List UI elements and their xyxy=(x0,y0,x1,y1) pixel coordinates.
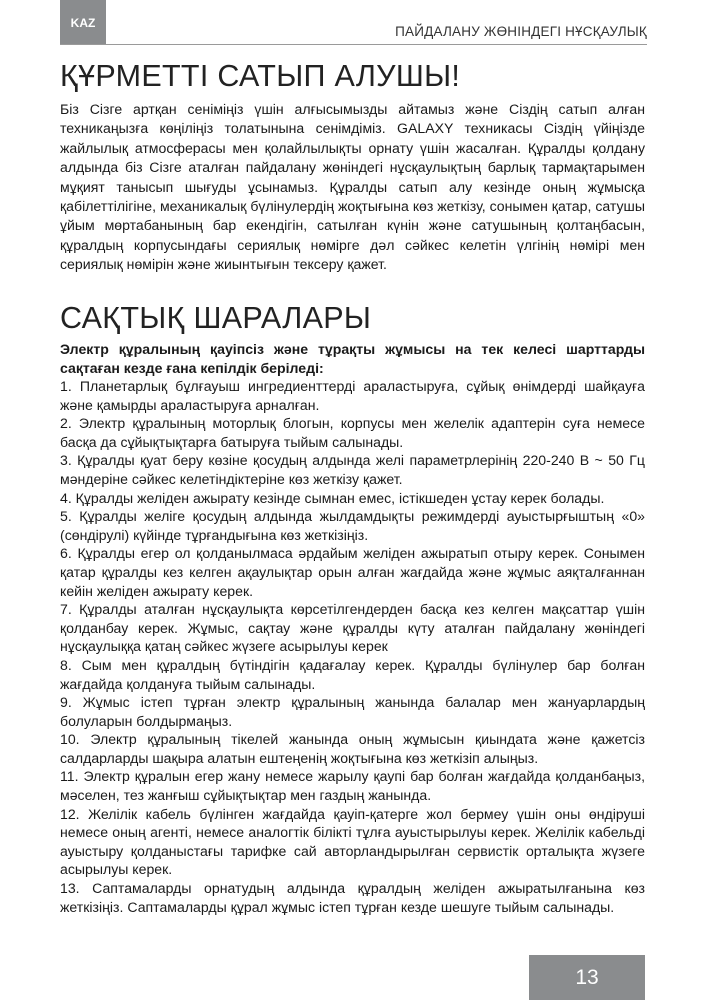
safety-item: 7. Құралды аталған нұсқаулықта көрсетілгендерден басқа кез келген мақсаттар үшін қолданбау керек. Жұмыс, сақтау және құралды күту аталған пайдалану жөніндегі нұсқаулыққа қатаң сәйкес жүзеге асырылуы керек xyxy=(60,601,645,655)
safety-item: 1. Планетарлық бұлғауыш ингредиенттерді араластыруға, сұйық өнімдерді шайқауға және қамырды араластыруға арналған. xyxy=(60,378,645,413)
safety-list xyxy=(60,377,645,916)
safety-section xyxy=(60,300,645,916)
safety-item: 6. Құралды егер ол қолданылмаса әрдайым желіден ажыратып отыру керек. Сонымен қатар құралды кез келген ақаулықтар орын алған жағдайда және жұмыс аяқталғаннан кейін желіден ажырату керек. xyxy=(60,545,645,599)
safety-heading: САҚТЫҚ ШАРАЛАРЫ xyxy=(60,301,372,335)
language-tab: KAZ xyxy=(60,0,106,45)
safety-lead: Электр құралының қауіпсіз және тұрақты жұмысы на тек келесі шарттарды сақтаған кезде ғана кепілдік беріледі: xyxy=(60,341,645,376)
safety-item: 9. Жұмыс істеп тұрған электр құралының жанында балалар мен жануарлардың болуларын болдырмаңыз. xyxy=(60,694,645,729)
header-divider xyxy=(60,44,647,45)
page-number: 13 xyxy=(529,955,645,1000)
safety-item: 11. Электр құралын егер жану немесе жарылу қаупі бар болған жағдайда қолданбаңыз, мәселен, тез жанғыш сұйықтықтар мен газдың жанында. xyxy=(60,768,645,804)
intro-heading: ҚҰРМЕТТІ САТЫП АЛУШЫ! xyxy=(60,59,461,93)
header-title: ПАЙДАЛАНУ ЖӨНІНДЕГІ НҰСҚАУЛЫҚ xyxy=(395,24,647,39)
safety-item: 10. Электр құралының тікелей жанында оның жұмысын қиындата және қажетсіз салдарларды шақыра алатын ештеңенің жоқтығына көз жеткізіп алыңыз. xyxy=(60,731,645,766)
intro-paragraph: Біз Сізге артқан сеніміңіз үшін алғысымызды айтамыз және Сіздің сатып алған техникаңызға көңіліңіз толатынына сенімдіміз. GALAXY техникасы Сіздің үйіңізде жайлылық атмосферасы мен қолайлылықты орнату үшін жасалған. Құралды қолдану алдында біз Сізге аталған пайдалану жөніндегі нұсқаулықтың барлық тармақтарымен мұқият танысып шығуды ұсынамыз. Құралды сатып алу кезінде оның жұмысқа қабілеттілігіне, механикалық бүлінулердің жоқтығына көз жеткізу, сонымен қатар, сатушы ұйым мөртабанының бар екендігін, сатылған күнін және сатушының қолтаңбасын, құралдың корпусындағы сериялық нөмірге дәл сәйкес келетін үлгінің нөмірі мен сериялық нөмірін және жиынтығын тексеру қажет. xyxy=(60,101,645,273)
intro-section xyxy=(60,58,645,275)
safety-item: 2. Электр құралының моторлық блогын, корпусы мен желелік адаптерін суға немесе басқа да сұйықтықтарға батыруға тыйым салынады. xyxy=(60,415,645,450)
safety-item: 5. Құралды желіге қосудың алдында жылдамдықты режимдерді ауыстырғыштың «0» (сөндірулі) күйінде тұрғандығына көз жеткізіңіз. xyxy=(60,508,645,543)
safety-item: 4. Құралды желіден ажырату кезінде сымнан емес, істікшеден ұстау керек болады. xyxy=(60,489,605,506)
safety-item: 3. Құралды қуат беру көзіне қосудың алдында желі параметрлерінің 220-240 В ~ 50 Гц мәндеріне сәйкес келетіндіктеріне көз жеткізу қажет. xyxy=(60,452,645,487)
safety-item: 8. Сым мен құралдың бүтіндігін қадағалау керек. Құралды бүлінулер бар болған жағдайда қолдануға тыйым салынады. xyxy=(60,656,645,692)
safety-item: 12. Желілік кабель бүлінген жағдайда қауіп-қатерге жол бермеу үшін оны өндіруші немесе оның агенті, немесе аналогтік білікті тұлға ауыстырылуы керек. Желілік кабельді ауыстыру қолданыстағы тарифке сай авторландырылған сервистік орталықта жүзеге асырылуы керек. xyxy=(60,805,645,878)
safety-item: 13. Саптамаларды орнатудың алдында құралдың желіден ажыратылғанына көз жеткізіңіз. Саптамаларды құрал жұмыс істеп тұрған кезде шешуге тыйым салынады. xyxy=(60,880,645,915)
